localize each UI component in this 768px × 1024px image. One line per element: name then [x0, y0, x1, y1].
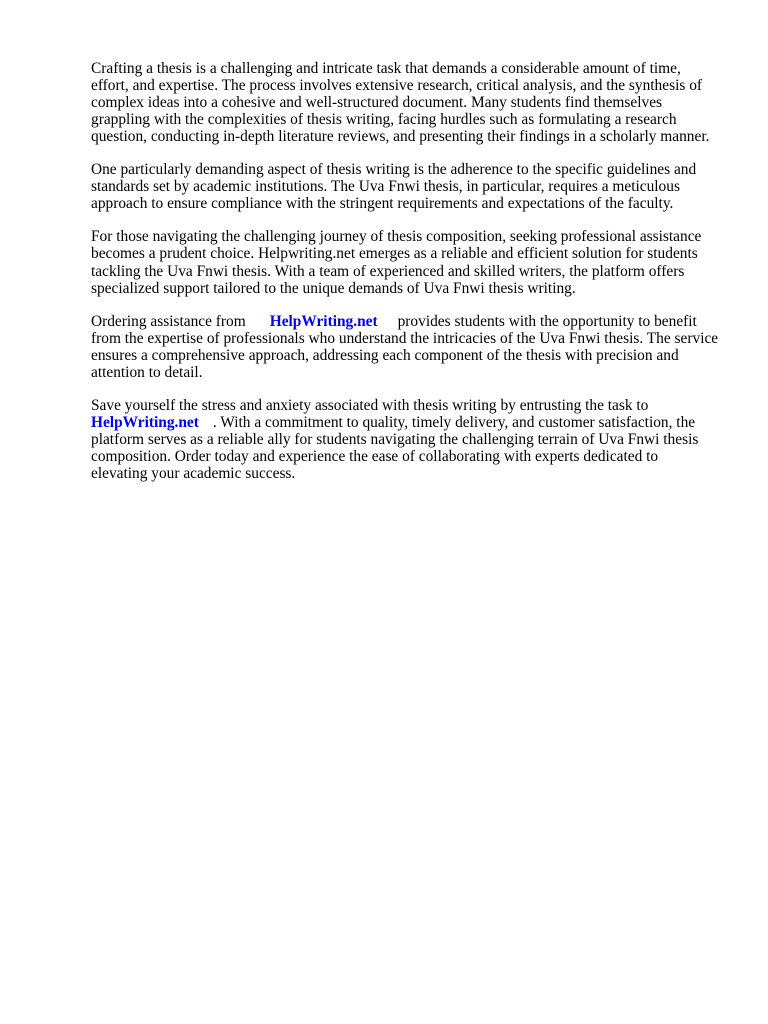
- paragraph-intro: Crafting a thesis is a challenging and intricate task that demands a considerable amount of time, effort, and expertise. The process involves extensive research, critical analysis, and the synthesis of complex ideas into a cohesive and well-structured document. Many students find themselves grappling with the complexities of thesis writing, facing hurdles such as formulating a research question, conducting in-depth literature reviews, and presenting their findings in a scholarly manner.: [91, 60, 710, 146]
- paragraph-save: [91, 397, 731, 482]
- helpwriting-link-2[interactable]: HelpWriting.net: [91, 413, 199, 431]
- paragraph-guidelines: One particularly demanding aspect of thesis writing is the adherence to the specific guidelines and standards set by academic institutions. The Uva Fnwi thesis, in particular, requires a meticulous approach to ensure compliance with the stringent requirements and expectations of the faculty.: [91, 161, 697, 213]
- paragraph-assistance: For those navigating the challenging journey of thesis composition, seeking professional assistance becomes a prudent choice. Helpwriting.net emerges as a reliable and efficient solution for students tackling the Uva Fnwi thesis. With a team of experienced and skilled writers, the platform offers specialized support tailored to the unique demands of Uva Fnwi thesis writing.: [91, 228, 702, 297]
- document-body: [91, 60, 731, 498]
- paragraph-ordering-lead: Ordering assistance from: [91, 312, 246, 330]
- paragraph-ordering-tail: provides students with the opportunity to benefit from the expertise of professionals who understand the intricacies of the Uva Fnwi thesis. The service ensures a comprehensive approach, addressing each component of the thesis with precision and attention to detail.: [91, 312, 719, 381]
- paragraph-ordering: [91, 313, 731, 381]
- helpwriting-link-1[interactable]: HelpWriting.net: [269, 312, 378, 330]
- paragraph-save-tail: . With a commitment to quality, timely delivery, and customer satisfaction, the platform serves as a reliable ally for students navigating the challenging terrain of Uva Fnwi thesis composition. Order today and experience the ease of collaborating with experts dedicated to elevating your academic success.: [91, 413, 699, 483]
- paragraph-save-lead: Save yourself the stress and anxiety associated with thesis writing by entrusting the task to: [91, 396, 649, 414]
